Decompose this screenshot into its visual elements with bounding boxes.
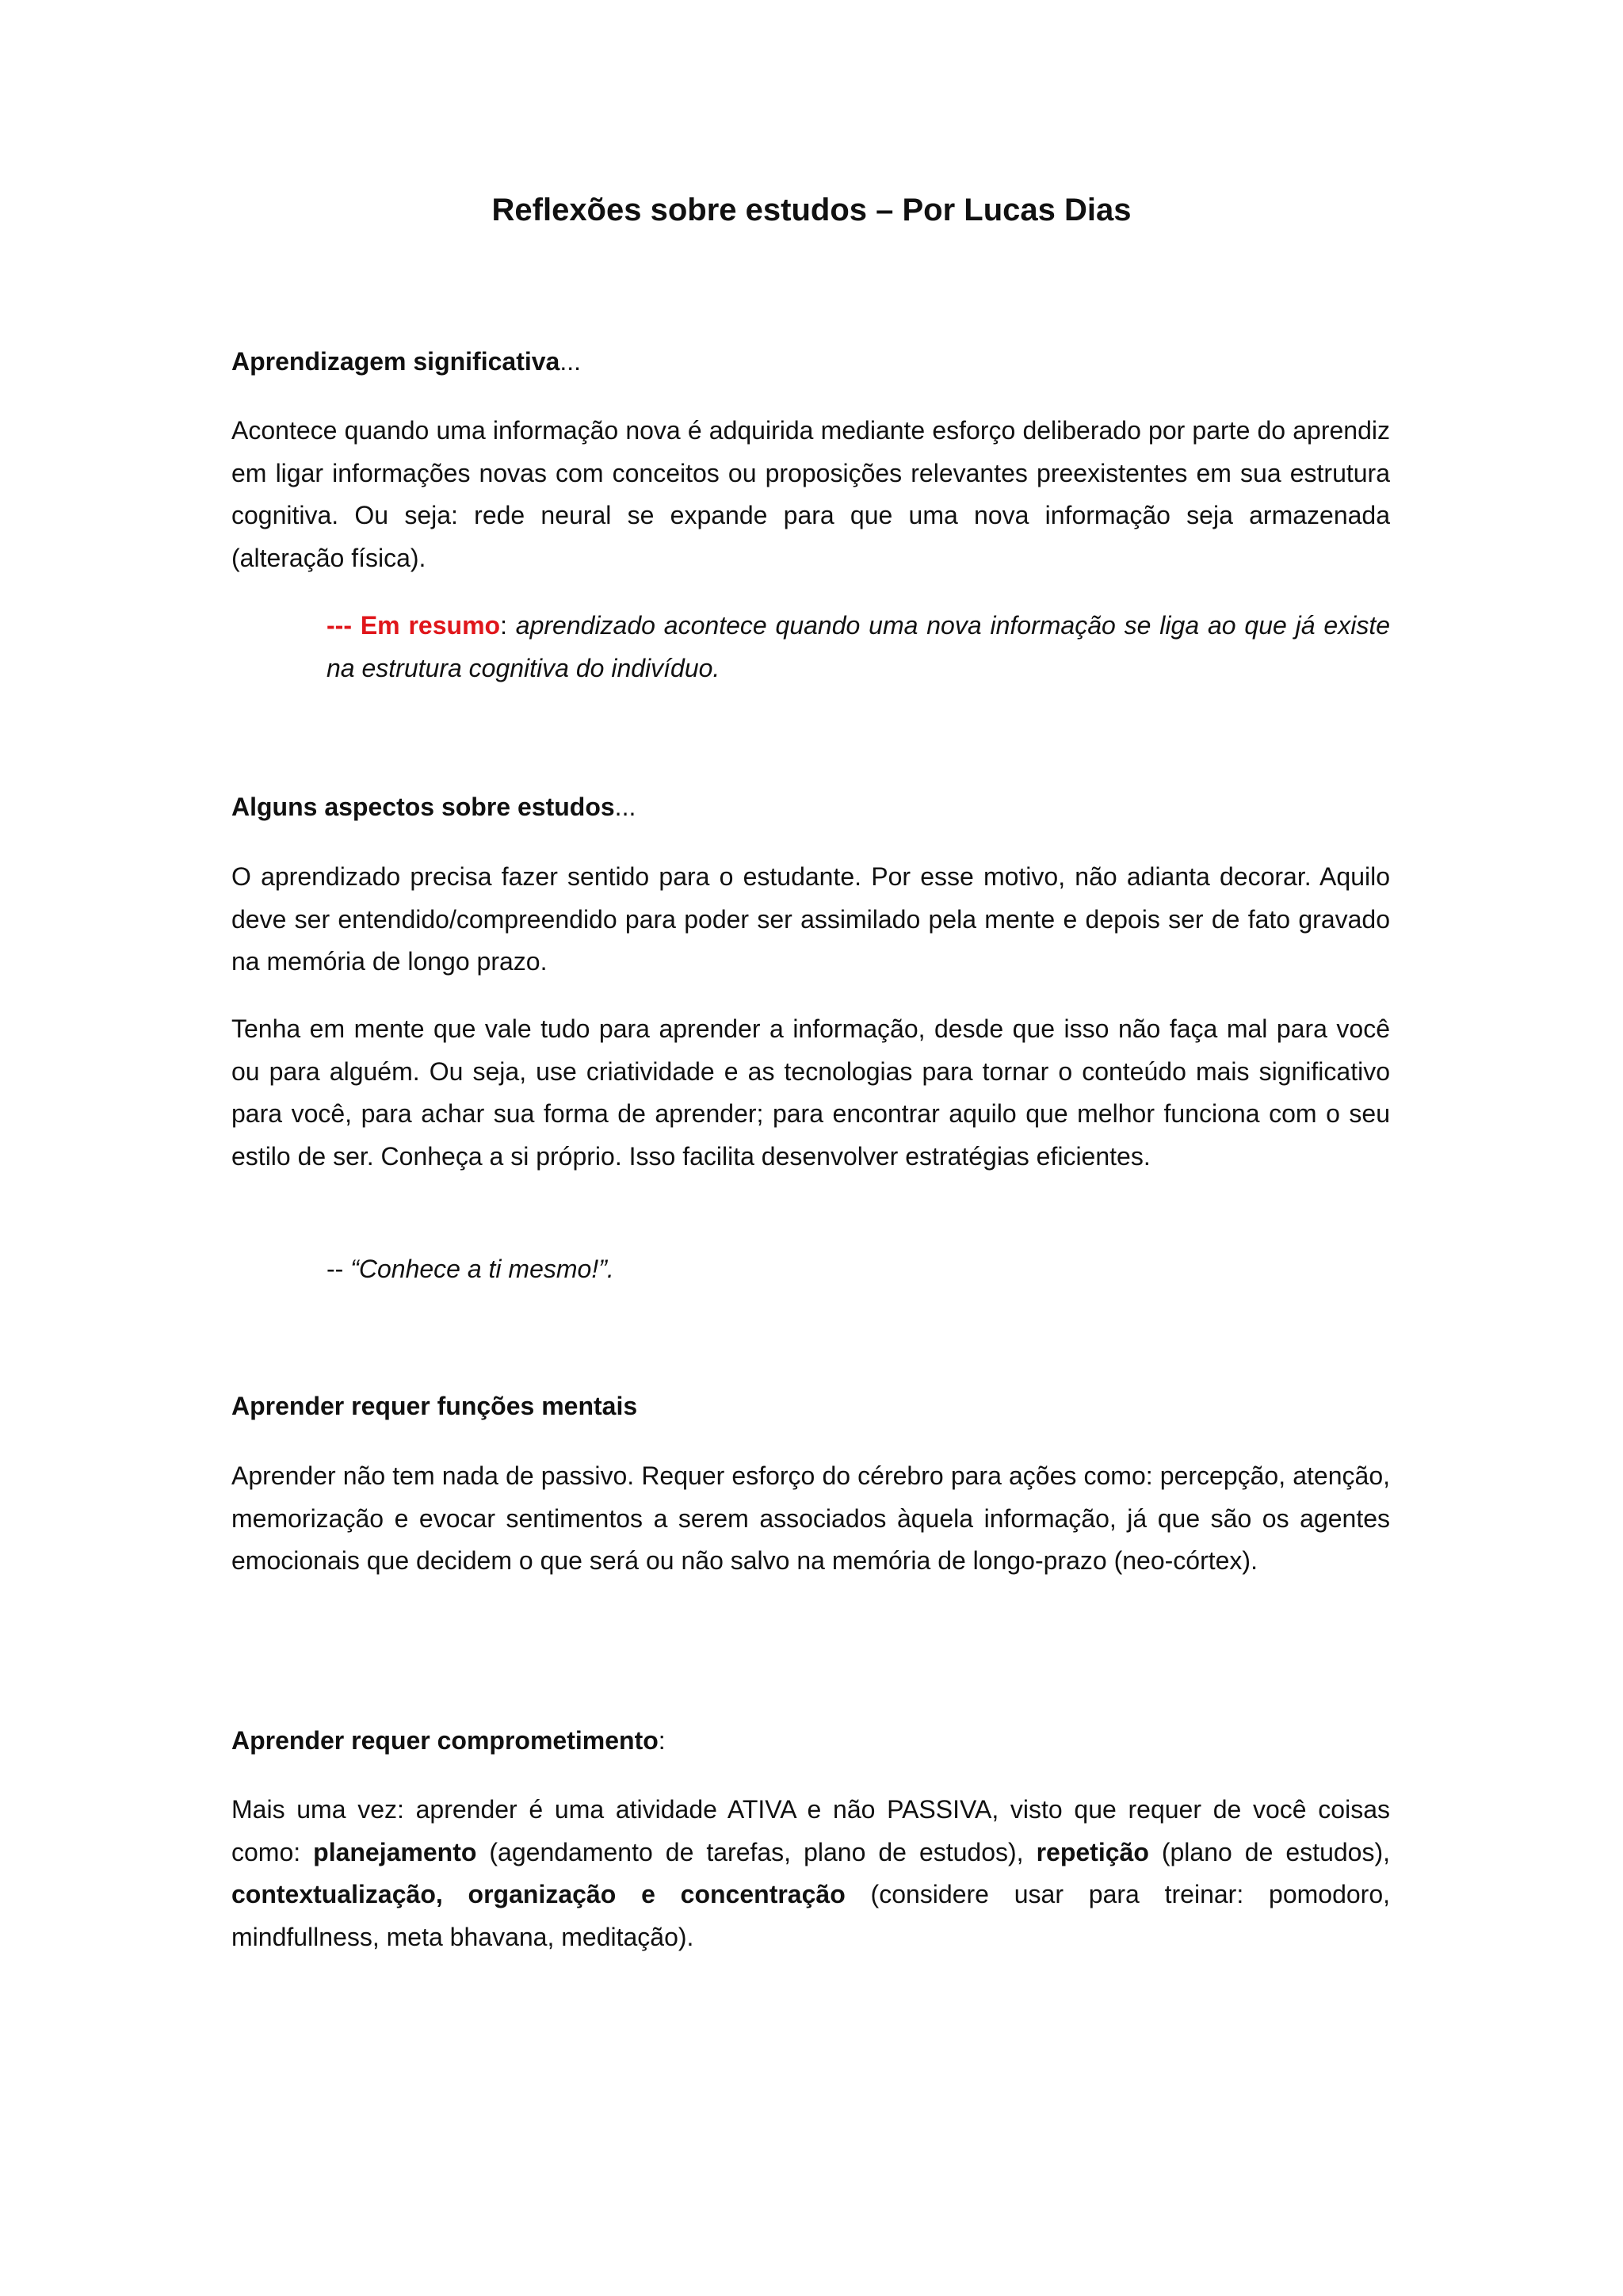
quote-prefix: --	[327, 1255, 351, 1283]
heading-suffix: ...	[614, 793, 636, 821]
section-paragraph-aprendizagem	[231, 410, 1390, 579]
paragraph-text: Acontece quando uma informação nova é adquirida mediante esforço deliberado por parte do aprendiz em ligar informações novas com conceitos ou proposições relevantes preexistentes em sua estrutura cognitiva. Ou seja: rede neural se expande para que uma nova informação seja armazenada (alteração física).	[231, 416, 1390, 572]
section-paragraph-comprometimento	[231, 1789, 1390, 1958]
heading-text: Aprender requer funções mentais	[231, 1392, 638, 1420]
paragraph-part-b: (agendamento de tarefas, plano de estudos),	[476, 1837, 1037, 1866]
section-heading-aprendizagem	[231, 346, 1390, 377]
section-heading-comprometimento	[231, 1725, 1390, 1756]
document-title: Reflexões sobre estudos – Por Lucas Dias	[491, 193, 1132, 227]
section-paragraph-aspectos-2	[231, 1008, 1390, 1178]
summary-quote	[327, 605, 1390, 690]
heading-suffix: ...	[559, 347, 581, 376]
quote-text: “Conhece a ti mesmo!”.	[350, 1255, 614, 1283]
summary-label: --- Em resumo	[327, 611, 501, 640]
summary-text: aprendizado acontece quando uma nova informação se liga ao que já existe na estrutura cognitiva do indivíduo.	[327, 611, 1390, 682]
quote-conhece	[327, 1248, 1390, 1291]
bold-repeticao: repetição	[1036, 1837, 1149, 1866]
bold-planejamento: planejamento	[313, 1837, 477, 1866]
bold-contextualizacao: contextualização, organização e concentração	[231, 1880, 846, 1908]
heading-suffix: :	[658, 1726, 666, 1755]
heading-text: Aprendizagem significativa	[231, 347, 560, 376]
paragraph-text: O aprendizado precisa fazer sentido para o estudante. Por esse motivo, não adianta decorar. Aquilo deve ser entendido/compreendido para poder ser assimilado pela mente e depois ser de fato gravado na memória de longo prazo.	[231, 862, 1390, 976]
section-paragraph-aspectos-1	[231, 856, 1390, 984]
section-heading-aspectos	[231, 791, 1390, 823]
summary-colon: :	[500, 611, 507, 640]
section-paragraph-funcoes	[231, 1455, 1390, 1583]
paragraph-text: Aprender não tem nada de passivo. Requer esforço do cérebro para ações como: percepção, atenção, memorização e evocar sentimentos a serem associados àquela informação, já que são os agentes emocionais que decidem o que será ou não salvo na memória de longo-prazo (neo-córtex).	[231, 1461, 1390, 1575]
section-heading-funcoes	[231, 1390, 1390, 1422]
heading-text: Aprender requer comprometimento	[231, 1726, 659, 1755]
paragraph-part-a: Mais uma vez: aprender é uma atividade ATIVA e não PASSIVA, visto que requer de você coisas como:	[231, 1795, 1390, 1866]
heading-text: Alguns aspectos sobre estudos	[231, 793, 615, 821]
paragraph-part-d: (considere usar para treinar: pomodoro, mindfullness, meta bhavana, meditação).	[231, 1880, 1390, 1951]
paragraph-part-c: (plano de estudos),	[1148, 1837, 1391, 1866]
paragraph-text: Tenha em mente que vale tudo para aprender a informação, desde que isso não faça mal para você ou para alguém. Ou seja, use criatividade e as tecnologias para tornar o conteúdo mais significativo para você, para achar sua forma de aprender; para encontrar aquilo que melhor funciona com o seu estilo de ser. Conheça a si próprio. Isso facilita desenvolver estratégias eficientes.	[231, 1014, 1390, 1171]
